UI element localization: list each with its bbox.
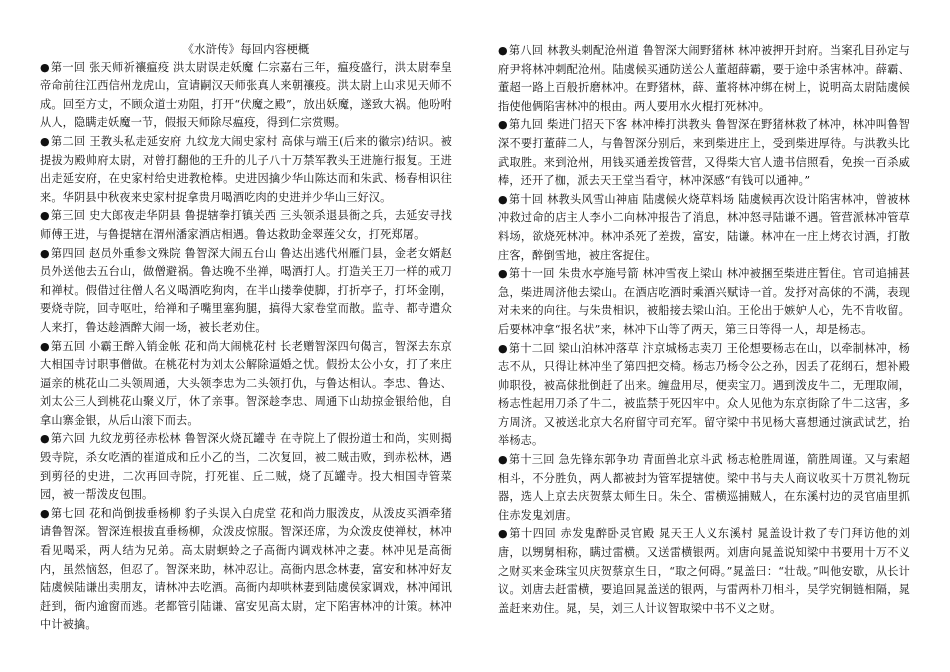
- bullet-icon: ●: [40, 506, 50, 520]
- chapter-summary: 第八回 林教头刺配沧州道 鲁智深大闹野猪林 林冲被押开封府。当案孔目孙定与府尹将林冲刺配沧州。陆虞候买通防送公人董超薛霸，要于途中杀害林冲。薛霸、董超一路上百般折磨林冲。在野猪林，薛、董将林冲绑在树上，说明高太尉陆虞候指使他俩陷害林冲的根由。两人要用水火棍打死林冲。: [498, 44, 910, 113]
- bullet-icon: ●: [498, 267, 508, 281]
- bullet-icon: ●: [498, 118, 508, 132]
- chapter-entry: [40, 133, 452, 207]
- chapter-entry: [40, 430, 452, 504]
- bullet-icon: ●: [498, 192, 508, 206]
- chapter-summary: 第二回 王教头私走延安府 九纹龙大闹史家村 高俅与端王(后来的徽宗)结识。被提拔为殿帅府太尉，对曾打翻他的王升的儿子八十万禁军教头王进施行报复。王进出走延安府，在史家村给史进教枪棒。史进因擒少华山陈达而和朱武、杨春相识往来。华阴县中秋夜来史家村捉拿贵月喝酒吃肉的史进并少华山三好汉。: [40, 134, 452, 204]
- chapter-summary: 第五回 小霸王醉入销金帐 花和尚大闹桃花村 长老赠智深四句偈言，智深去东京大相国寺讨职事僧做。在桃花村为刘太公解除逼婚之忧。假扮太公小女，打了来庄逼亲的桃花山二头领周通，大头领李忠为二头领打仇，与鲁达相认。李忠、鲁达、刘太公三人到桃花山聚义厅，休了亲事。智深趁李忠、周通下山劫掠金银给他，自拿山寨金银，从后山滚下而去。: [40, 339, 452, 427]
- chapter-entry: [40, 505, 452, 635]
- chapter-summary: 第十一回 朱贵水亭施号箭 林冲雪夜上梁山 林冲被捆至柴进庄暂住。官司追捕甚急，柴进周济他去梁山。在酒店吃酒时乘酒兴赋诗一首。发抒对高俅的不满，表现对未来的向往。与朱贵相识，被船接去梁山泊。王伦出于嫉妒人心，先不肯收留。后要林冲拿“报名状”来，林冲下山等了两天，第三日等得一人，却是杨志。: [498, 267, 910, 336]
- right-column: [498, 42, 910, 618]
- chapter-entry: [498, 116, 910, 190]
- chapter-entry: [498, 525, 910, 618]
- chapter-summary: 第九回 柴进门招天下客 林冲棒打洪教头 鲁智深在野猪林救了林冲，林冲叫鲁智深不要打董薛二人，与鲁智深分别后，来到柴进庄上，受到柴进厚待。与洪教头比武取胜。来到沧州，用钱买通差拨管营，又得柴大官人遗书信照看，免挨一百杀威棒，还开了枷，派去天王堂当看守，林冲深感“有钱可以通神。”: [498, 118, 910, 188]
- bullet-icon: ●: [40, 339, 50, 353]
- chapter-summary: 第十三回 急先锋东郭争功 青面兽北京斗武 杨志枪胜周谨，箭胜周谨。又与索超相斗，不分胜负，两人都被封为管军提辖使。梁中书与夫人商议收买十万贯礼物玩器，选人上京去庆贺蔡太师生日。朱仝、雷横巡捕贼人，在东溪村边的灵官庙里抓住赤发鬼刘唐。: [498, 453, 910, 522]
- bullet-icon: ●: [498, 44, 508, 57]
- chapter-summary: 第六回 九纹龙剪径赤松林 鲁智深火烧瓦罐寺 在寺院上了假扮道士和尚，实则揭毁寺院，杀女吃酒的崔道成和丘小乙的当，二次复回，被二贼击败，到赤松林，遇到剪径的史进，二次再回寺院，打死崔、丘二贼，烧了瓦罐寺。投大相国寺管菜园，被一帮泼皮包围。: [40, 432, 452, 502]
- bullet-icon: ●: [40, 134, 50, 148]
- document-title: 《水浒传》每回内容梗概: [182, 42, 310, 56]
- chapter-summary: 第十二回 梁山泊林冲落草 汴京城杨志卖刀 王伦想要杨志在山，以牵制林冲，杨志不从，只得让林冲坐了第四把交椅。杨志乃杨令公之孙，因丢了花纲石，想补殿帅职役，被高俅批倒赶了出来。缠盘用尽，便卖宝刀。遇到泼皮牛二，无理取闹，杨志性起用刀杀了牛二，被监禁于死囚牢中。众人见他为东京街除了牛二这害，多方周济。又被送北京大名府留守司充军。留守梁中书见杨大喜想通过演武试艺，抬举杨志。: [498, 341, 910, 448]
- left-column: [40, 40, 452, 635]
- chapter-summary: 第十四回 赤发鬼醉卧灵官殿 晁天王人义东溪村 晁盖设计救了专门拜访他的刘唐，以甥舅相称，瞒过雷横。又送雷横银两。刘唐向晁盖说知梁中书要用十万不义之财买来金珠宝贝庆贺蔡京生日，“取之何碍。”晁盖曰：“壮哉。”叫他安歇，从长计议。刘唐去赶雷横，要追回晁盖送的银两，与雷两朴刀相斗，吴学究铜链相隔，晁盖赶来劝住。晁，吴，刘三人计议智取梁中书不义之财。: [498, 527, 911, 615]
- bullet-icon: ●: [498, 453, 508, 467]
- chapter-entry: [40, 338, 452, 431]
- chapter-entry: [40, 245, 452, 338]
- bullet-icon: ●: [498, 341, 508, 355]
- chapter-entry: [498, 340, 910, 452]
- bullet-icon: ●: [40, 60, 50, 74]
- chapter-entry: [498, 451, 910, 525]
- chapter-summary: 第十回 林教头风雪山神庙 陆虞候火烧草料场 陆虞候再次设计陷害林冲，曾被林冲救过命的店主人李小二向林冲报告了消息，林冲怒寻陆谦不遇。管营派林冲管草料场，欲烧死林冲。林冲杀死了差拨，富安，陆谦。林冲在一庄上烤衣讨酒，打散庄客，醉倒雪地，被庄客捉住。: [498, 192, 910, 262]
- chapter-entry: [498, 191, 910, 265]
- chapter-entry: [40, 59, 452, 133]
- chapter-summary: 第一回 张天师祈禳瘟疫 洪太尉误走妖魔 仁宗嘉右三年，瘟疫盛行，洪太尉奉皇帝命前往江西信州龙虎山，宣请嗣汉天师张真人来朝禳疫。洪太尉上山求见天师不成。回至方丈，不顾众道士劝阻，打开“伏魔之殿”，放出妖魔，遂致大祸。他吩咐从人，隐瞒走妖魔一节，假报天师除尽瘟疫，得到仁宗赏赐。: [40, 60, 452, 130]
- bullet-icon: ●: [40, 432, 50, 446]
- bullet-icon: ●: [40, 246, 50, 260]
- chapter-summary: 第七回 花和尚倒拔垂杨柳 豹子头误入白虎堂 花和尚力服泼皮，从泼皮买酒牵猪请鲁智深。智深连根拔直垂杨柳，众泼皮惊服。智深还席，为众泼皮使禅杖，林冲看见喝采，两人结为兄弟。高太尉螟蛉之子高衙内调戏林冲之妻。林冲见是高衙内，虽然恼怒，但忍了。智深来助，林冲忍让。高衙内思念林妻，富安和林冲好友陆虞候陆谦出卖朋友，请林冲去吃酒。高衙内却哄林妻到陆虞侯家调戏，林冲闻讯赶到，衙内逾窗而逃。老都管引陆谦、富安见高太尉，定下陷害林冲的计策。林冲中计被擒。: [40, 506, 452, 632]
- chapter-summary: 第四回 赵员外重参文殊院 鲁智深大闹五台山 鲁达出逃代州雁门县，金老女婿赵员外送他去五台山，做僧避祸。鲁达晚不坐禅，喝酒打人。打造关王刀一样的戒刀和禅杖。假借过往僧人名义喝酒吃狗肉，在半山搂拳使脚，打折亭子，打坏金刚，要烧寺院，回寺呕吐，给禅和子嘴里塞狗腿，搞得大家卷堂而散。监寺、都寺遣众人来打，鲁达趁酒醉大闹一场，被长老劝住。: [40, 246, 452, 334]
- chapter-summary: 第三回 史大郎夜走华阴县 鲁提辖拳打镇关西 三头领杀退县衙之兵，去延安寻找师傅王进，与鲁提辖在渭州潘家酒店相遇。鲁达救助金翠莲父女，打死郑屠。: [40, 209, 452, 241]
- bullet-icon: ●: [40, 209, 50, 223]
- chapter-entry: [498, 42, 910, 116]
- bullet-icon: ●: [498, 527, 509, 541]
- chapter-entry: [498, 265, 910, 339]
- chapter-entry: [40, 207, 452, 244]
